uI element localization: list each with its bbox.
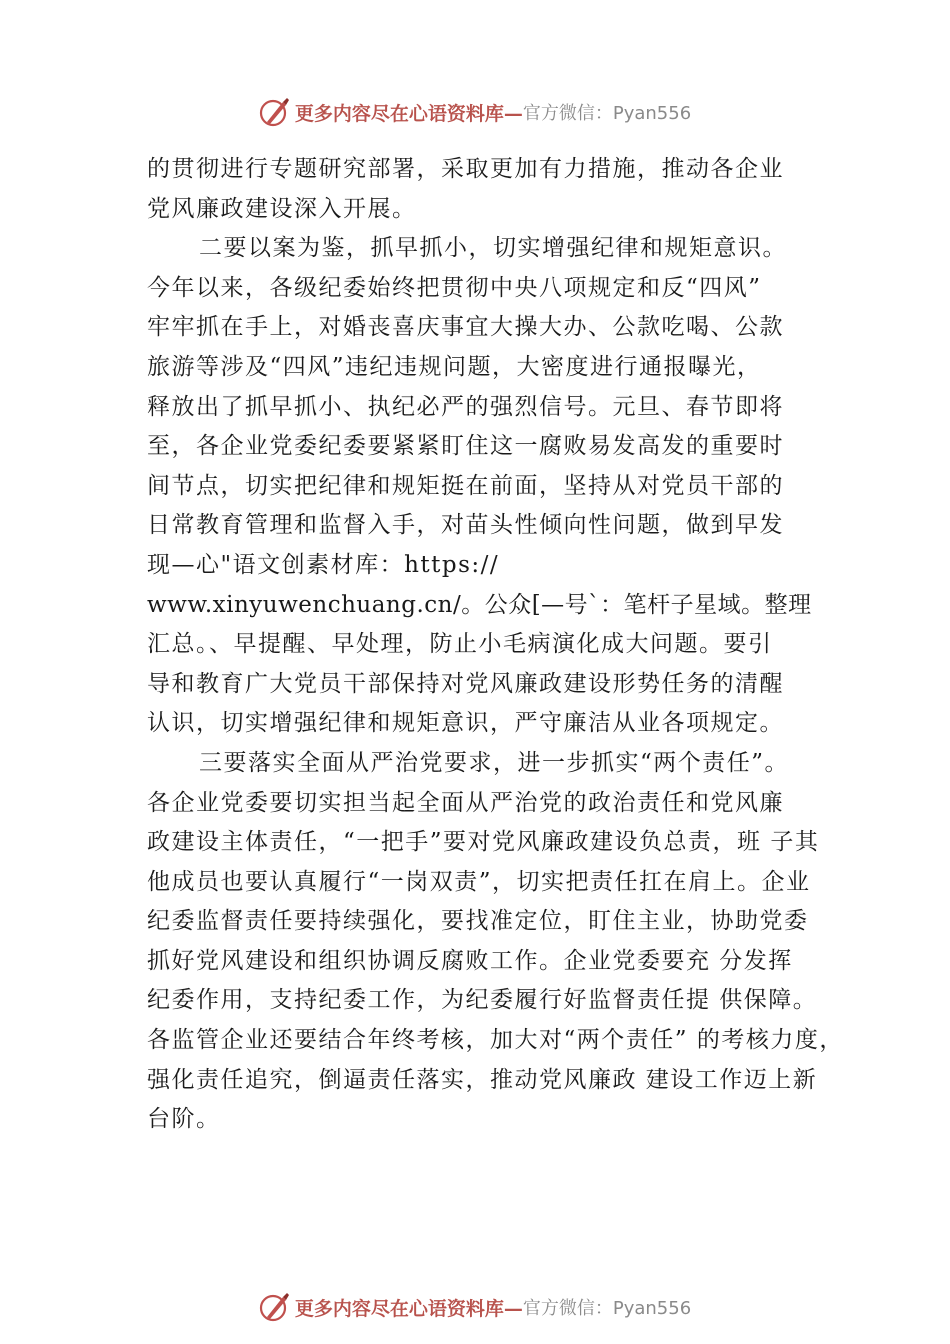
text-line: 汇总。、早提醒、早处理，防止小毛病演化成大问题。要引 [147, 631, 773, 658]
text-line: 日常教育管理和监督入手，对苗头性倾向性问题，做到早发 [147, 512, 784, 539]
text-line: 现—心"语文创素材库：https:// [147, 551, 500, 578]
text-line: 的贯彻进行专题研究部署，采取更加有力措施，推动各企业 [147, 156, 784, 182]
banner-suffix: 官方微信：Pyan556 [522, 1298, 692, 1319]
text-line: 认识，切实增强纪律和规矩意识，严守廉洁从业各项规定。 [147, 710, 784, 737]
banner-prefix: 更多内容尽在心语资料库— [294, 1297, 523, 1320]
header-banner [0, 96, 950, 128]
text-line: 强化责任追究，倒逼责任落实，推动党风廉政 建设工作迈上新 [147, 1066, 818, 1093]
text-line: 党风廉政建设深入开展。 [147, 195, 417, 222]
banner-suffix: 官方微信：Pyan556 [522, 103, 692, 124]
text-line: 纪委监督责任要持续强化，要找准定位，盯住主业，协助党委 [147, 908, 809, 935]
pen-logo-icon [259, 96, 291, 128]
url-line: www.xinyuwenchuang.cn/。公众[—号`：笔杆子星域。整理 [147, 591, 812, 618]
text-line: 各监管企业还要结合年终考核，加大对“两个责任” 的考核力度， [147, 1027, 844, 1054]
text-line: 他成员也要认真履行“一岗双责”，切实把责任扛在肩上。企业 [147, 868, 811, 895]
document-body [147, 150, 847, 1140]
footer-banner [0, 1291, 950, 1323]
text-line: 导和教育广大党员干部保持对党风廉政建设形势任务的清醒 [147, 670, 784, 697]
banner-prefix: 更多内容尽在心语资料库— [294, 102, 523, 125]
text-line: 抓好党风建设和组织协调反腐败工作。企业党委要充 分发挥 [147, 947, 793, 974]
text-line: 各企业党委要切实担当起全面从严治党的政治责任和党风廉 [147, 789, 784, 816]
text-line: 纪委作用，支持纪委工作，为纪委履行好监督责任提 供保障。 [147, 987, 818, 1014]
paragraph-2-start: 二要以案为鉴，抓早抓小，切实增强纪律和规矩意识。 [199, 235, 787, 262]
pen-logo-icon [259, 1291, 291, 1323]
text-line: 台阶。 [147, 1106, 221, 1133]
text-line: 牢牢抓在手上，对婚丧喜庆事宜大操大办、公款吃喝、公款 [147, 314, 784, 341]
text-line: 今年以来，各级纪委始终把贯彻中央八项规定和反“四风” [147, 274, 762, 301]
text-line: 释放出了抓早抓小、执纪必严的强烈信号。元旦、春节即将 [147, 393, 784, 420]
text-line: 至，各企业党委纪委要紧紧盯住这一腐败易发高发的重要时 [147, 433, 784, 460]
text-line: 政建设主体责任，“一把手”要对党风廉政建设负总责，班 子其 [147, 829, 820, 856]
text-line: 旅游等涉及“四风”违纪违规问题，大密度进行通报曝光， [147, 353, 762, 380]
text-line: 间节点，切实把纪律和规矩挺在前面，坚持从对党员干部的 [147, 472, 784, 499]
paragraph-3-start: 三要落实全面从严治党要求，进一步抓实“两个责任”。 [199, 749, 790, 776]
